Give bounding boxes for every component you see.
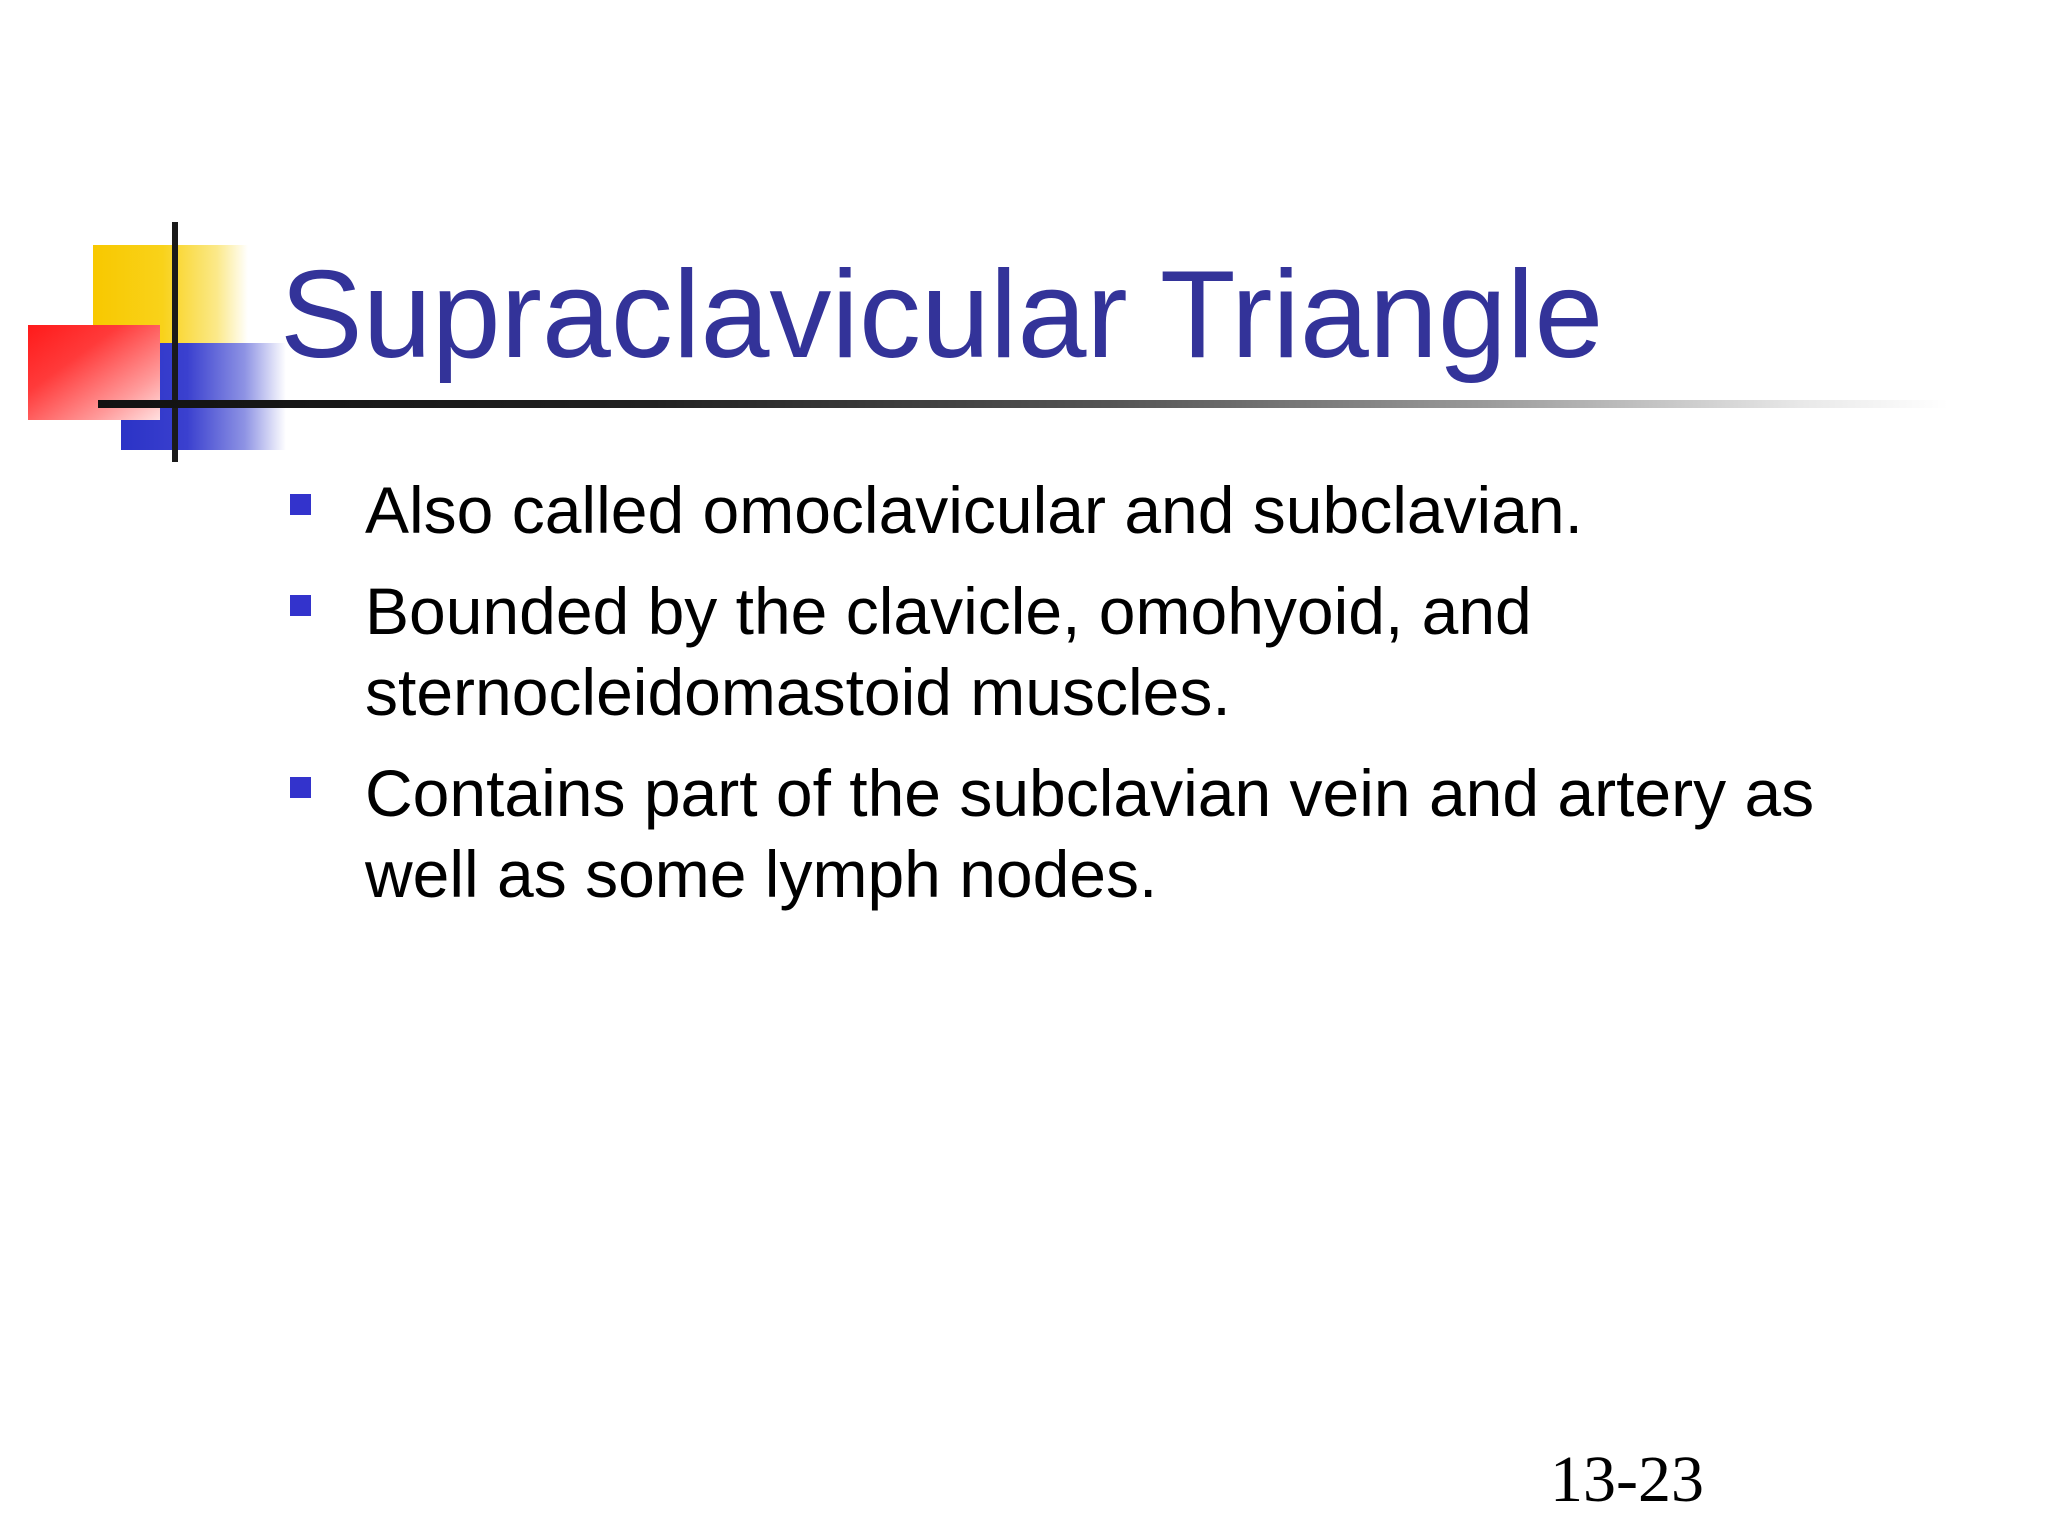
square-bullet-icon — [290, 595, 311, 616]
page-number: 13-23 — [1550, 1443, 1704, 1516]
slide-title: Supraclavicular Triangle — [280, 246, 1604, 384]
square-bullet-icon — [290, 494, 311, 515]
decoration-vertical-line — [172, 222, 178, 462]
bullet-text: Contains part of the subclavian vein and artery as well as some lymph nodes. — [365, 756, 1815, 911]
bullet-text: Also called omoclavicular and subclavian. — [365, 473, 1583, 547]
bullet-item — [290, 470, 1910, 551]
bullet-item — [290, 571, 1910, 733]
bullet-list — [290, 470, 1910, 935]
title-underline — [98, 400, 1948, 408]
square-bullet-icon — [290, 777, 311, 798]
bullet-item — [290, 753, 1910, 915]
title-decoration-logo — [0, 0, 360, 480]
bullet-text: Bounded by the clavicle, omohyoid, and sternocleidomastoid muscles. — [365, 574, 1532, 729]
